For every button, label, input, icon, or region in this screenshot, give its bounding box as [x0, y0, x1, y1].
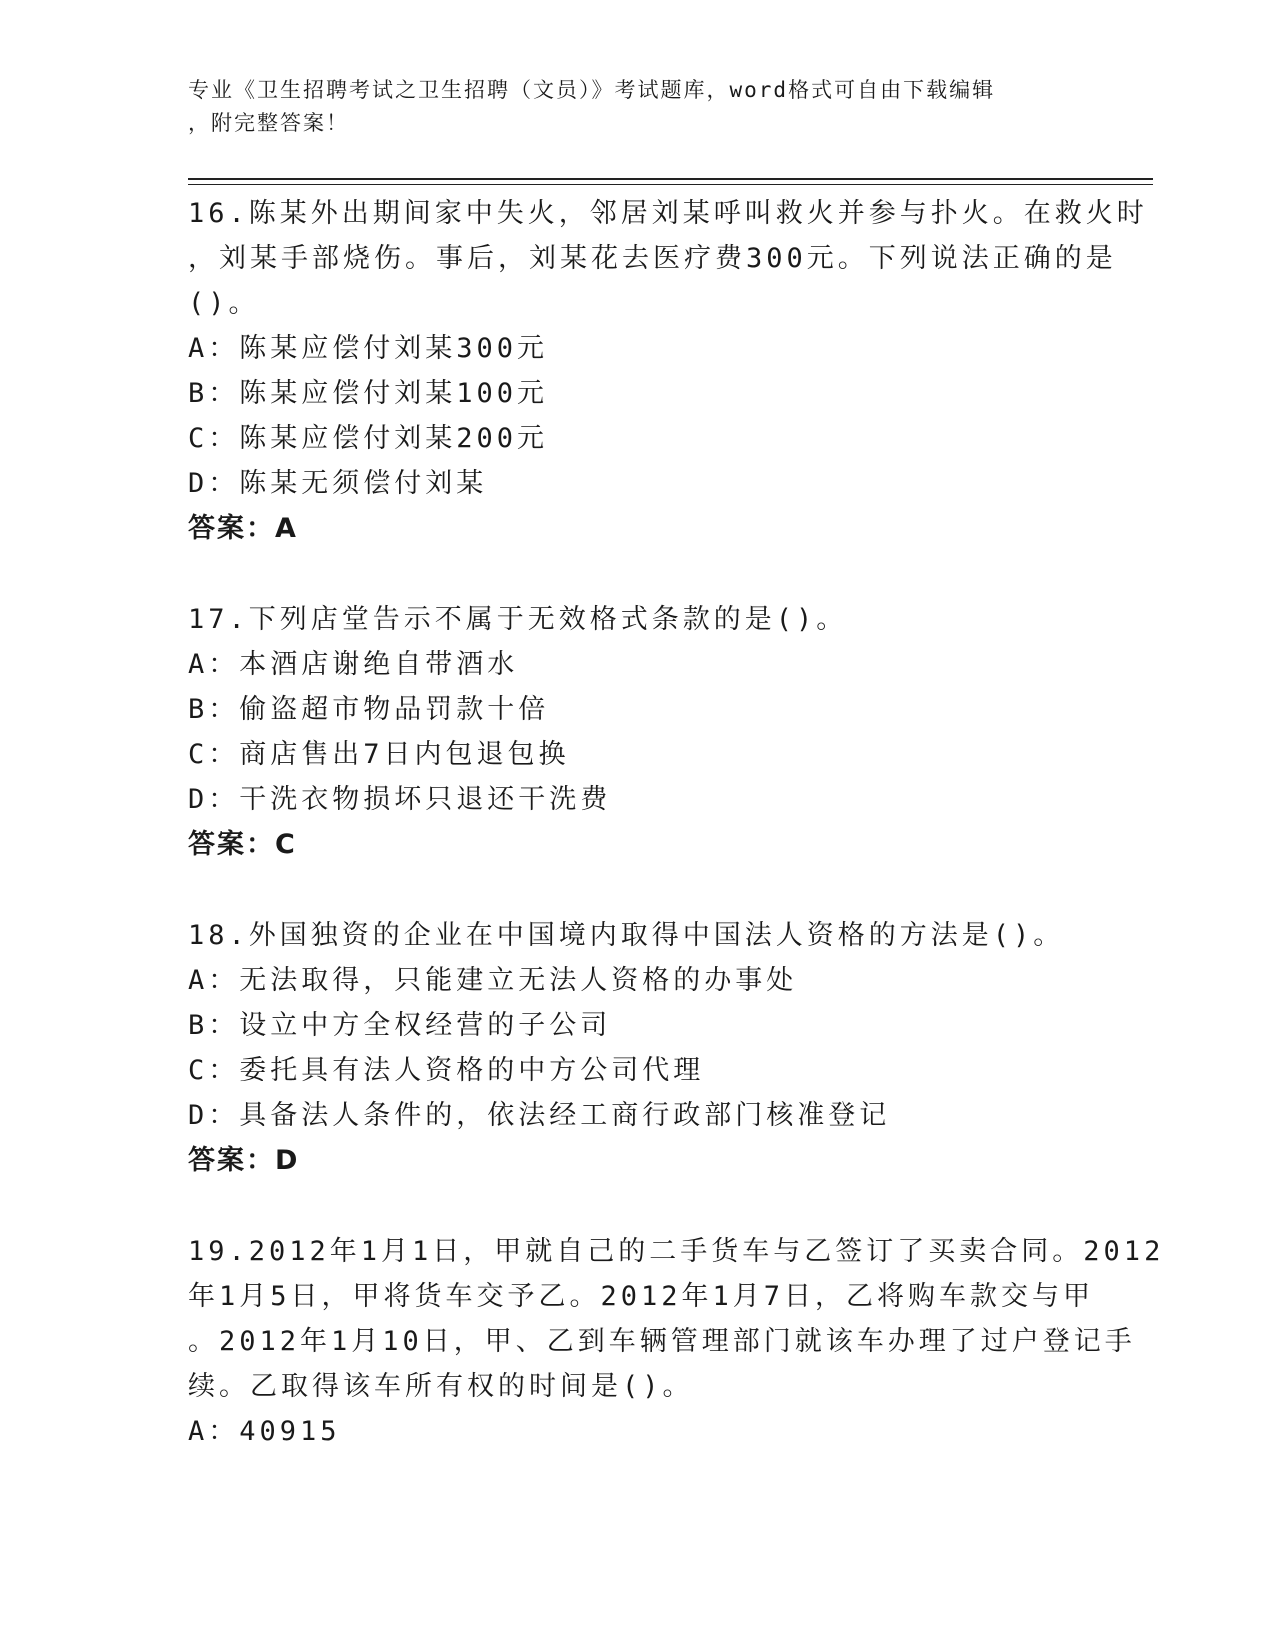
option-d: D：具备法人条件的，依法经工商行政部门核准登记 — [188, 1100, 891, 1131]
option-b: B：偷盗超市物品罚款十倍 — [188, 694, 550, 725]
question-stem-line: 17.下列店堂告示不属于无效格式条款的是()。 — [188, 604, 848, 635]
option-a: A：本酒店谢绝自带酒水 — [188, 649, 519, 680]
question-17 — [188, 597, 1088, 867]
header-line-2: ，附完整答案！ — [188, 111, 349, 135]
option-c: C：委托具有法人资格的中方公司代理 — [188, 1055, 705, 1086]
question-stem-line: 18.外国独资的企业在中国境内取得中国法人资格的方法是()。 — [188, 920, 1065, 951]
question-stem-line: 16.陈某外出期间家中失火，邻居刘某呼叫救火并参与扑火。在救火时 — [188, 198, 1148, 229]
document-header — [188, 74, 1078, 140]
header-divider-thin — [188, 184, 1153, 185]
option-a: A：40915 — [188, 1416, 341, 1447]
option-b: B：设立中方全权经营的子公司 — [188, 1010, 612, 1041]
option-d: D：陈某无须偿付刘某 — [188, 468, 488, 499]
option-a: A：陈某应偿付刘某300元 — [188, 333, 549, 364]
question-16 — [188, 191, 1148, 551]
option-a: A：无法取得，只能建立无法人资格的办事处 — [188, 965, 798, 996]
question-stem-line: 19.2012年1月1日，甲就自己的二手货车与乙签订了买卖合同。2012 — [188, 1236, 1165, 1267]
answer-line: 答案：A — [188, 513, 298, 544]
question-stem-line: 。2012年1月10日，甲、乙到车辆管理部门就该车办理了过户登记手 — [188, 1326, 1136, 1357]
option-d: D：干洗衣物损坏只退还干洗费 — [188, 784, 612, 815]
option-b: B：陈某应偿付刘某100元 — [188, 378, 549, 409]
question-18 — [188, 913, 1088, 1183]
option-c: C：商店售出7日内包退包换 — [188, 739, 570, 770]
question-stem-line: 续。乙取得该车所有权的时间是()。 — [188, 1371, 694, 1402]
question-19 — [188, 1229, 1165, 1454]
question-stem-line: ()。 — [188, 288, 260, 319]
answer-line: 答案：C — [188, 829, 297, 860]
question-list — [188, 191, 1165, 1500]
option-c: C：陈某应偿付刘某200元 — [188, 423, 549, 454]
header-divider-thick — [188, 178, 1153, 180]
header-line-1: 专业《卫生招聘考试之卫生招聘（文员）》考试题库，word格式可自由下载编辑 — [188, 78, 996, 102]
answer-line: 答案：D — [188, 1145, 300, 1176]
question-stem-line: ，刘某手部烧伤。事后，刘某花去医疗费300元。下列说法正确的是 — [188, 243, 1117, 274]
question-stem-line: 年1月5日，甲将货车交予乙。2012年1月7日，乙将购车款交与甲 — [188, 1281, 1095, 1312]
